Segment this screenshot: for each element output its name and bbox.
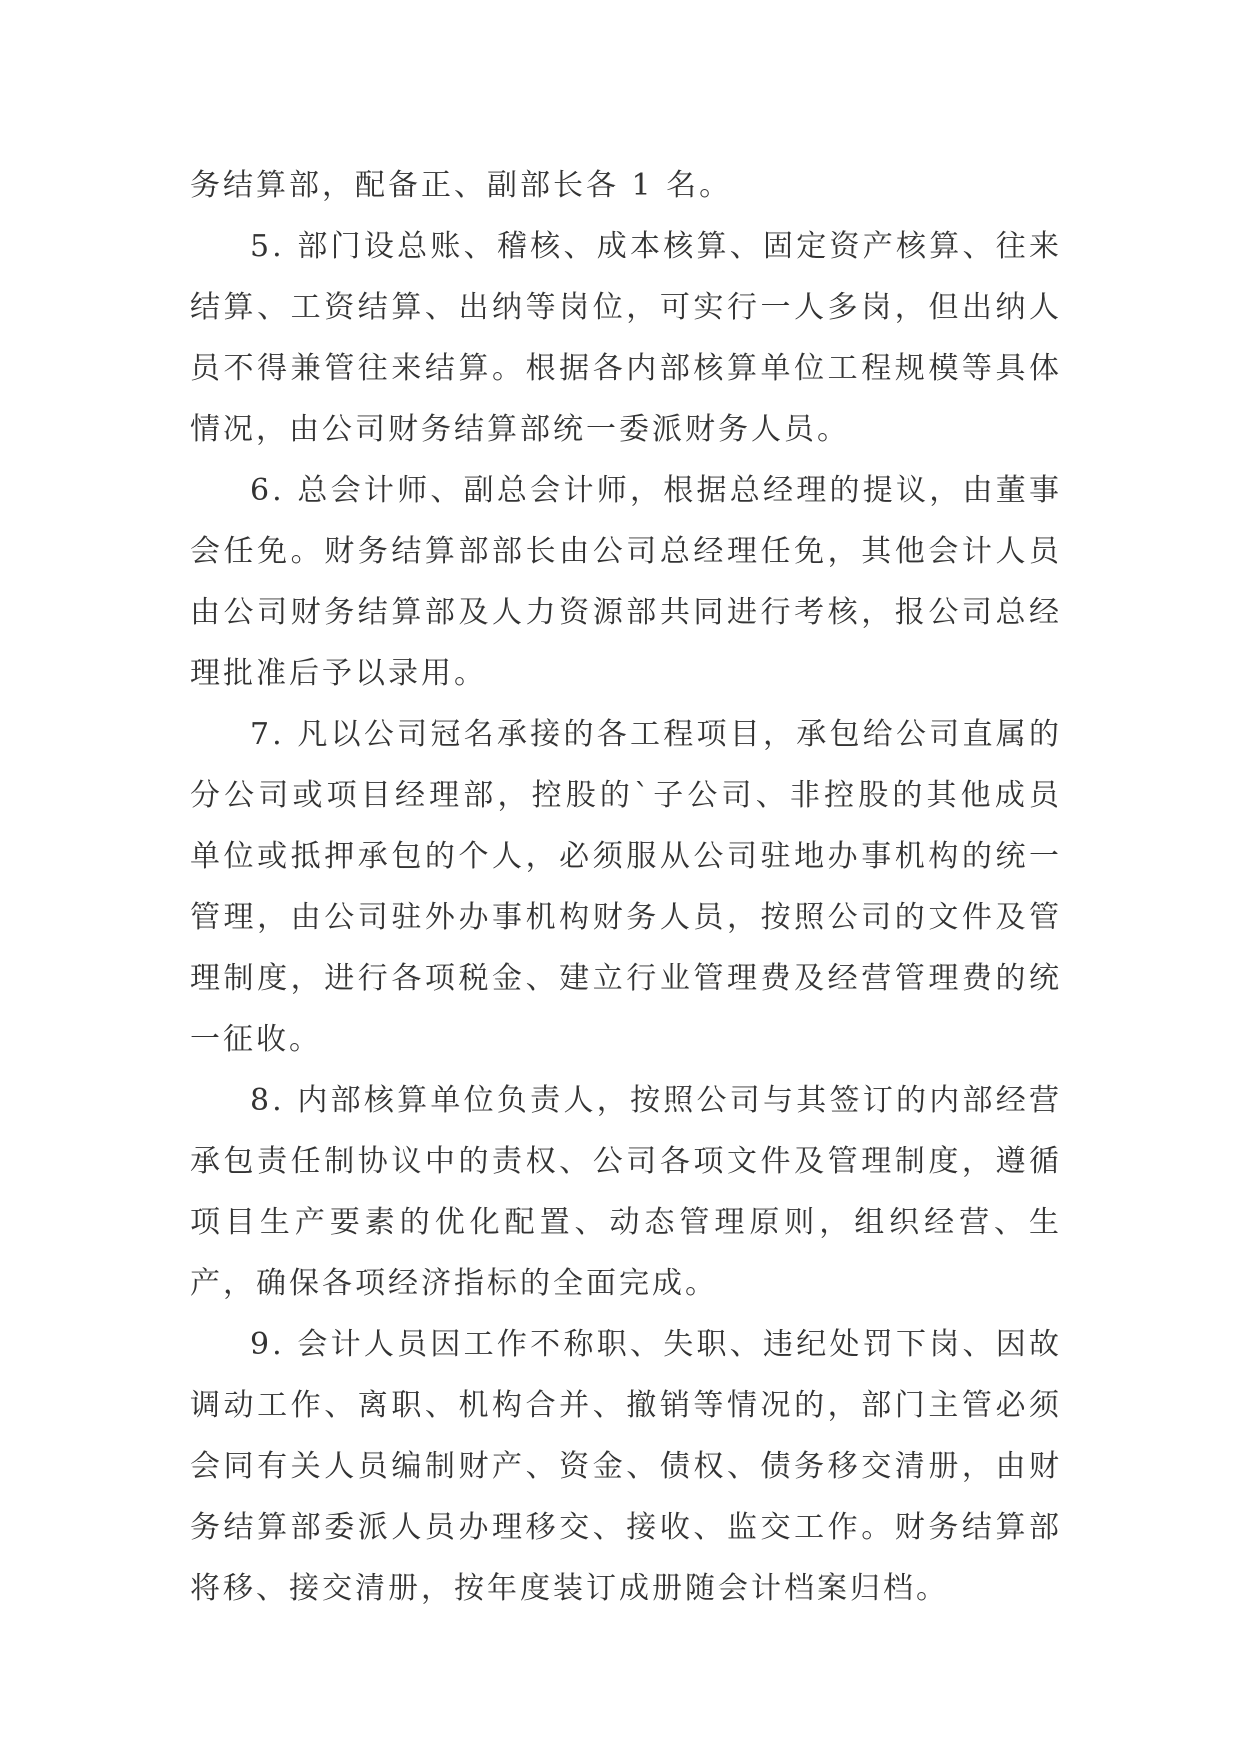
paragraph-item-6: 6. 总会计师、副总会计师，根据总经理的提议，由董事会任免。财务结算部部长由公司总经理任免，其他会计人员由公司财务结算部及人力资源部共同进行考核，报公司总经理批准后予以录用。 bbox=[190, 473, 1062, 691]
paragraph-item-8: 8. 内部核算单位负责人，按照公司与其签订的内部经营承包责任制协议中的责权、公司各项文件及管理制度，遵循项目生产要素的优化配置、动态管理原则，组织经营、生产，确保各项经济指标的全面完成。 bbox=[190, 1083, 1062, 1301]
document-body bbox=[190, 155, 1062, 1619]
paragraph-item-7: 7. 凡以公司冠名承接的各工程项目，承包给公司直属的分公司或项目经理部，控股的`子公司、非控股的其他成员单位或抵押承包的个人，必须服从公司驻地办事机构的统一管理，由公司驻外办事机构财务人员，按照公司的文件及管理制度，进行各项税金、建立行业管理费及经营管理费的统一征收。 bbox=[190, 717, 1062, 1057]
paragraph-item-9: 9. 会计人员因工作不称职、失职、违纪处罚下岗、因故调动工作、离职、机构合并、撤销等情况的，部门主管必须会同有关人员编制财产、资金、债权、债务移交清册，由财务结算部委派人员办理移交、接收、监交工作。财务结算部将移、接交清册，按年度装订成册随会计档案归档。 bbox=[190, 1327, 1062, 1606]
paragraph-continuation: 务结算部，配备正、副部长各 1 名。 bbox=[190, 168, 733, 203]
paragraph-item-5: 5. 部门设总账、稽核、成本核算、固定资产核算、往来结算、工资结算、出纳等岗位，可实行一人多岗，但出纳人员不得兼管往来结算。根据各内部核算单位工程规模等具体情况，由公司财务结算部统一委派财务人员。 bbox=[190, 229, 1062, 447]
